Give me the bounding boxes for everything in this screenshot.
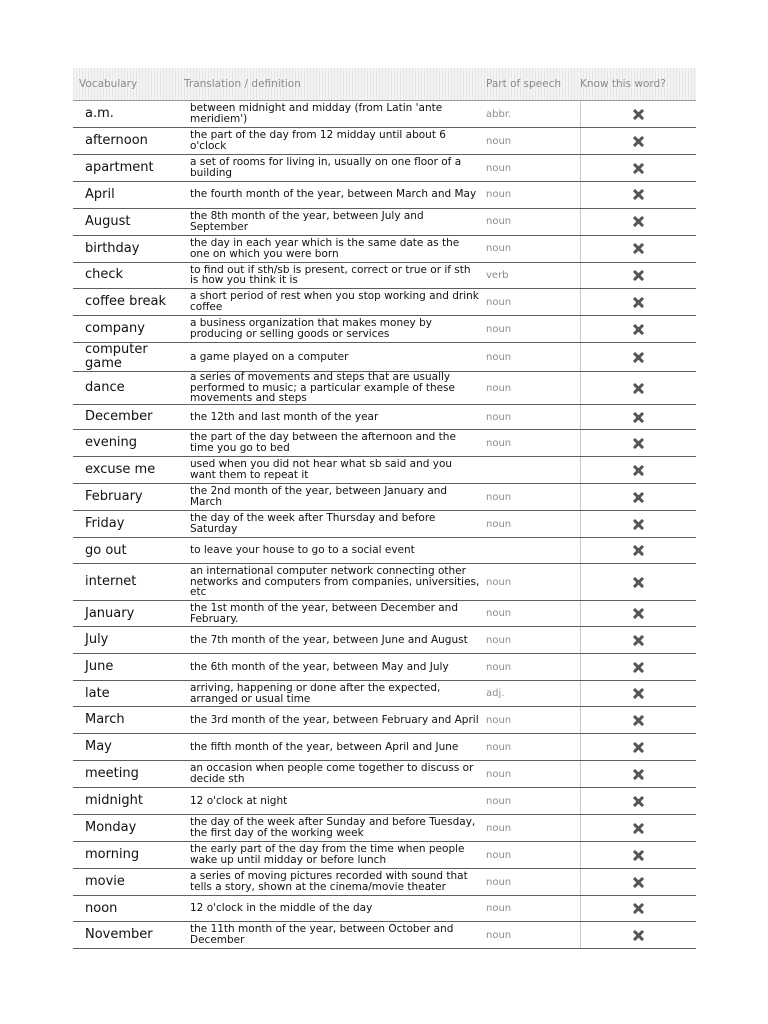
part-of-speech: noun bbox=[486, 411, 512, 423]
table-row bbox=[73, 538, 696, 564]
close-icon bbox=[633, 608, 644, 619]
know-this-word-toggle[interactable] bbox=[580, 430, 696, 456]
table-row bbox=[73, 372, 696, 405]
close-icon bbox=[633, 577, 644, 588]
part-of-speech: noun bbox=[486, 849, 512, 861]
know-this-word-toggle[interactable] bbox=[580, 681, 696, 706]
vocabulary-word: June bbox=[85, 659, 114, 674]
know-this-word-toggle[interactable] bbox=[580, 734, 696, 760]
table-row bbox=[73, 430, 696, 457]
part-of-speech: noun bbox=[486, 323, 512, 335]
header-translation: Translation / definition bbox=[184, 78, 301, 90]
definition: the 12th and last month of the year bbox=[190, 410, 379, 423]
table-row bbox=[73, 316, 696, 343]
part-of-speech: noun bbox=[486, 768, 512, 780]
definition: the early part of the day from the time when people wake up until midday or before lunch bbox=[190, 843, 465, 866]
part-of-speech: noun bbox=[486, 189, 512, 201]
definition: to find out if sth/sb is present, correct or true or if sth is how you think it is bbox=[190, 263, 471, 287]
table-row bbox=[73, 681, 696, 707]
know-this-word-toggle[interactable] bbox=[580, 316, 696, 342]
part-of-speech: noun bbox=[486, 296, 512, 308]
part-of-speech: noun bbox=[486, 714, 512, 726]
know-this-word-toggle[interactable] bbox=[580, 538, 696, 563]
definition: the 2nd month of the year, between January and March bbox=[190, 485, 448, 508]
vocabulary-word: December bbox=[85, 409, 153, 424]
close-icon bbox=[633, 189, 644, 200]
part-of-speech: abbr. bbox=[486, 108, 512, 120]
vocabulary-word: November bbox=[85, 927, 153, 942]
know-this-word-toggle[interactable] bbox=[580, 289, 696, 315]
know-this-word-toggle[interactable] bbox=[580, 601, 696, 626]
definition: the 3rd month of the year, between February and April bbox=[190, 713, 479, 726]
know-this-word-toggle[interactable] bbox=[580, 155, 696, 181]
vocabulary-word: internet bbox=[85, 574, 137, 589]
part-of-speech: noun bbox=[486, 491, 512, 503]
table-row bbox=[73, 511, 696, 538]
know-this-word-toggle[interactable] bbox=[580, 343, 696, 371]
close-icon bbox=[633, 352, 644, 363]
part-of-speech: verb bbox=[486, 269, 509, 281]
vocabulary-word: April bbox=[85, 186, 115, 202]
vocabulary-word: January bbox=[85, 605, 135, 621]
table-row bbox=[73, 601, 696, 627]
part-of-speech: noun bbox=[486, 351, 512, 363]
close-icon bbox=[633, 796, 644, 807]
close-icon bbox=[633, 297, 644, 308]
know-this-word-toggle[interactable] bbox=[580, 484, 696, 510]
close-icon bbox=[633, 492, 644, 503]
close-icon bbox=[633, 850, 644, 861]
part-of-speech: noun bbox=[486, 437, 512, 449]
part-of-speech: noun bbox=[486, 876, 512, 888]
vocabulary-word: a.m. bbox=[85, 106, 114, 121]
table-row bbox=[73, 405, 696, 430]
know-this-word-toggle[interactable] bbox=[580, 815, 696, 841]
table-row bbox=[73, 289, 696, 316]
definition: the day of the week after Thursday and before Saturday bbox=[190, 512, 436, 535]
vocabulary-word: late bbox=[85, 685, 110, 701]
part-of-speech: noun bbox=[486, 903, 512, 914]
part-of-speech: noun bbox=[486, 661, 512, 673]
table-row bbox=[73, 182, 696, 209]
table-body bbox=[73, 101, 696, 949]
know-this-word-toggle[interactable] bbox=[580, 182, 696, 208]
table-row bbox=[73, 922, 696, 949]
header-vocabulary: Vocabulary bbox=[79, 78, 138, 90]
vocabulary-word: apartment bbox=[85, 160, 154, 175]
table-row bbox=[73, 484, 696, 511]
part-of-speech: noun bbox=[486, 634, 512, 646]
table-row bbox=[73, 896, 696, 922]
know-this-word-toggle[interactable] bbox=[580, 922, 696, 948]
definition: 12 o'clock at night bbox=[190, 794, 288, 807]
table-row bbox=[73, 564, 696, 601]
close-icon bbox=[633, 412, 644, 423]
part-of-speech: adj. bbox=[486, 688, 505, 699]
table-row bbox=[73, 734, 696, 761]
know-this-word-toggle[interactable] bbox=[580, 761, 696, 787]
close-icon bbox=[633, 270, 644, 281]
definition: a game played on a computer bbox=[190, 350, 349, 363]
close-icon bbox=[633, 465, 644, 476]
vocabulary-word: Friday bbox=[85, 516, 125, 531]
vocabulary-word: afternoon bbox=[85, 133, 148, 148]
know-this-word-toggle[interactable] bbox=[580, 511, 696, 537]
part-of-speech: noun bbox=[486, 216, 512, 227]
close-icon bbox=[633, 769, 644, 780]
header-know: Know this word? bbox=[580, 78, 666, 90]
table-row bbox=[73, 869, 696, 896]
close-icon bbox=[633, 635, 644, 646]
know-this-word-toggle[interactable] bbox=[580, 842, 696, 868]
know-this-word-toggle[interactable] bbox=[580, 209, 696, 235]
part-of-speech: noun bbox=[486, 382, 512, 394]
table-row bbox=[73, 707, 696, 734]
know-this-word-toggle[interactable] bbox=[580, 869, 696, 895]
vocabulary-word: excuse me bbox=[85, 462, 156, 477]
part-of-speech: noun bbox=[486, 608, 512, 619]
vocabulary-word: company bbox=[85, 321, 145, 336]
table-row bbox=[73, 788, 696, 815]
definition: between midnight and midday (from Latin 'ante meridiem') bbox=[190, 102, 443, 125]
table-row bbox=[73, 128, 696, 155]
vocabulary-word: movie bbox=[85, 874, 125, 889]
know-this-word-toggle[interactable] bbox=[580, 372, 696, 404]
vocabulary-word: check bbox=[85, 267, 124, 283]
table-row bbox=[73, 209, 696, 236]
close-icon bbox=[633, 519, 644, 530]
know-this-word-toggle[interactable] bbox=[580, 654, 696, 680]
table-row bbox=[73, 761, 696, 788]
know-this-word-toggle[interactable] bbox=[580, 263, 696, 289]
table-row bbox=[73, 457, 696, 484]
close-icon bbox=[633, 324, 644, 335]
definition: the 1st month of the year, between December and February. bbox=[190, 601, 459, 625]
definition: an occasion when people come together to discuss or decide sth bbox=[190, 762, 474, 785]
close-icon bbox=[633, 243, 644, 254]
definition: an international computer network connecting other networks and computers from companies, universities, etc bbox=[190, 565, 480, 599]
vocabulary-word: morning bbox=[85, 847, 140, 862]
definition: arriving, happening or done after the expected, arranged or usual time bbox=[190, 681, 441, 705]
definition: the 6th month of the year, between May and July bbox=[190, 660, 449, 673]
definition: the day of the week after Sunday and before Tuesday, the first day of the working week bbox=[190, 816, 476, 839]
vocabulary-word: February bbox=[85, 489, 143, 504]
close-icon bbox=[633, 136, 644, 147]
vocabulary-table bbox=[73, 68, 696, 949]
close-icon bbox=[633, 163, 644, 174]
know-this-word-toggle[interactable] bbox=[580, 128, 696, 154]
definition: the day in each year which is the same date as the one on which you were born bbox=[190, 236, 460, 260]
vocabulary-word: dance bbox=[85, 380, 125, 395]
definition: the part of the day from 12 midday until about 6 o'clock bbox=[190, 129, 446, 152]
part-of-speech: noun bbox=[486, 243, 512, 254]
vocabulary-word: birthday bbox=[85, 240, 140, 256]
know-this-word-toggle[interactable] bbox=[580, 627, 696, 653]
header-part-of-speech: Part of speech bbox=[486, 78, 562, 90]
table-row bbox=[73, 236, 696, 263]
vocabulary-word: March bbox=[85, 712, 125, 727]
definition: the fifth month of the year, between April and June bbox=[190, 740, 459, 753]
definition: a short period of rest when you stop working and drink coffee bbox=[190, 290, 479, 313]
definition: the 7th month of the year, between June and August bbox=[190, 633, 468, 646]
table-row bbox=[73, 842, 696, 869]
know-this-word-toggle[interactable] bbox=[580, 405, 696, 429]
definition: 12 o'clock in the middle of the day bbox=[190, 902, 373, 915]
vocabulary-word: July bbox=[85, 632, 109, 647]
vocabulary-word: coffee break bbox=[85, 294, 166, 309]
close-icon bbox=[633, 930, 644, 941]
close-icon bbox=[633, 545, 644, 556]
vocabulary-word: computer game bbox=[85, 342, 148, 371]
close-icon bbox=[633, 109, 644, 120]
table-row bbox=[73, 627, 696, 654]
part-of-speech: noun bbox=[486, 576, 512, 588]
part-of-speech: noun bbox=[486, 518, 512, 530]
vocabulary-word: August bbox=[85, 213, 131, 229]
vocabulary-word: midnight bbox=[85, 793, 143, 808]
part-of-speech: noun bbox=[486, 929, 512, 941]
close-icon bbox=[633, 877, 644, 888]
table-row bbox=[73, 815, 696, 842]
vocabulary-word: noon bbox=[85, 900, 118, 916]
definition: a business organization that makes money by producing or selling goods or services bbox=[190, 317, 432, 340]
part-of-speech: noun bbox=[486, 822, 512, 834]
know-this-word-toggle[interactable] bbox=[580, 101, 696, 127]
vocabulary-word: evening bbox=[85, 435, 138, 450]
vocabulary-word: go out bbox=[85, 542, 127, 558]
close-icon bbox=[633, 823, 644, 834]
know-this-word-toggle[interactable] bbox=[580, 896, 696, 921]
definition: to leave your house to go to a social event bbox=[190, 544, 415, 557]
close-icon bbox=[633, 688, 644, 699]
definition: a set of rooms for living in, usually on one floor of a building bbox=[190, 156, 462, 179]
table-row bbox=[73, 155, 696, 182]
definition: used when you did not hear what sb said and you want them to repeat it bbox=[190, 458, 453, 481]
part-of-speech: noun bbox=[486, 795, 512, 807]
table-row bbox=[73, 343, 696, 372]
table-row bbox=[73, 101, 696, 128]
part-of-speech: noun bbox=[486, 162, 512, 174]
definition: a series of movements and steps that are usually performed to music; a particular example of these movements and steps bbox=[190, 371, 455, 405]
close-icon bbox=[633, 715, 644, 726]
know-this-word-toggle[interactable] bbox=[580, 236, 696, 262]
close-icon bbox=[633, 383, 644, 394]
know-this-word-toggle[interactable] bbox=[580, 788, 696, 814]
definition: a series of moving pictures recorded with sound that tells a story, shown at the cinema/movie theater bbox=[190, 870, 468, 893]
vocabulary-word: meeting bbox=[85, 766, 139, 781]
vocabulary-word: Monday bbox=[85, 820, 137, 835]
definition: the part of the day between the afternoon and the time you go to bed bbox=[190, 431, 456, 454]
vocabulary-word: May bbox=[85, 739, 112, 754]
definition: the 11th month of the year, between October and December bbox=[190, 923, 454, 946]
table-row bbox=[73, 263, 696, 290]
definition: the 8th month of the year, between July and September bbox=[190, 209, 424, 233]
close-icon bbox=[633, 216, 644, 227]
close-icon bbox=[633, 662, 644, 673]
definition: the fourth month of the year, between March and May bbox=[190, 188, 477, 201]
close-icon bbox=[633, 742, 644, 753]
know-this-word-toggle[interactable] bbox=[580, 707, 696, 733]
know-this-word-toggle[interactable] bbox=[580, 457, 696, 483]
part-of-speech: noun bbox=[486, 135, 512, 147]
part-of-speech: noun bbox=[486, 741, 512, 753]
table-header bbox=[73, 68, 696, 101]
table-row bbox=[73, 654, 696, 681]
close-icon bbox=[633, 903, 644, 914]
close-icon bbox=[633, 438, 644, 449]
know-this-word-toggle[interactable] bbox=[580, 564, 696, 600]
